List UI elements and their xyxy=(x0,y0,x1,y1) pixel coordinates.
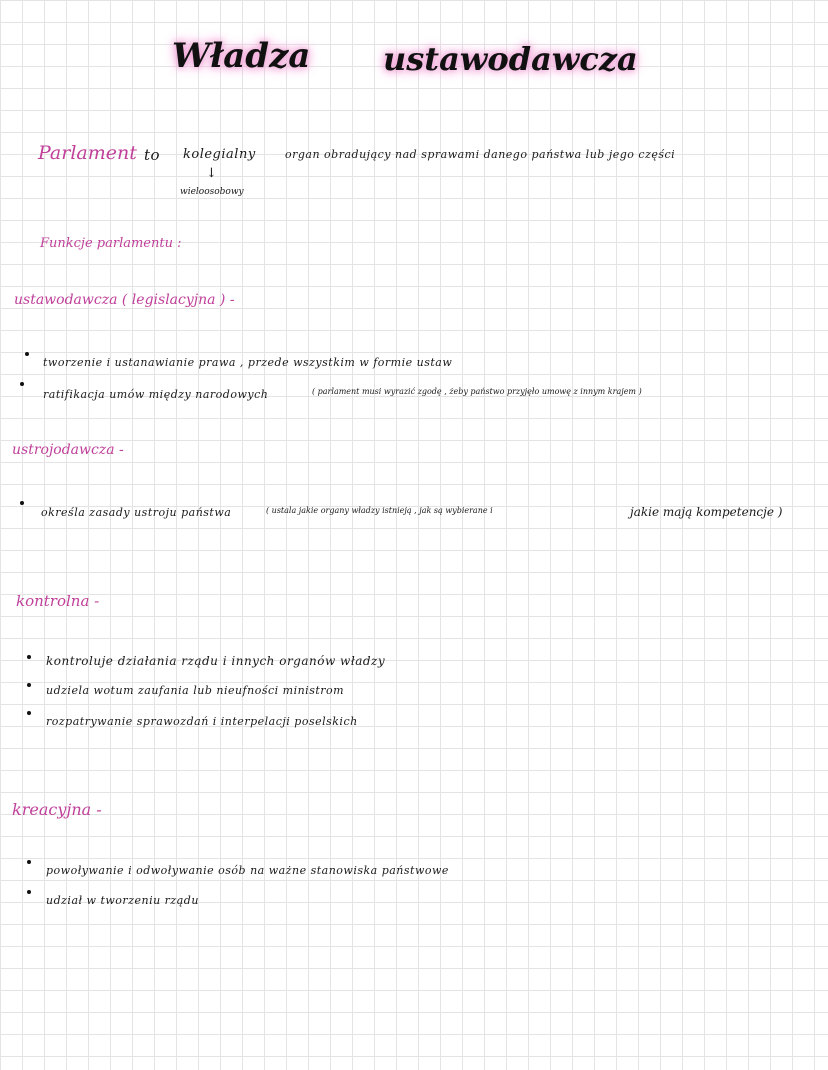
section-ustawodawcza-heading: ustawodawcza ( legislacyjna ) - xyxy=(14,292,235,308)
bullet-icon xyxy=(20,501,24,505)
title-word-ustawodawcza: ustawodawcza xyxy=(383,40,638,78)
functions-heading: Funkcje parlamentu : xyxy=(40,236,182,251)
kreacyjna-item-1: powoływanie i odwoływanie osób na ważne stanowiska państwowe xyxy=(46,864,449,877)
word-wieloosobowy: wieloosobowy xyxy=(180,187,244,197)
bullet-icon xyxy=(27,655,31,659)
word-to: to xyxy=(144,146,161,164)
down-arrow-icon: ↓ xyxy=(206,166,217,181)
ustrojodawcza-item-1b: ( ustala jakie organy władzy istnieją , jak są wybierane i xyxy=(266,506,493,515)
ustawodawcza-item-2b: ( parlament musi wyrazić zgodę , żeby państwo przyjęło umowę z innym krajem ) xyxy=(312,387,642,396)
bullet-icon xyxy=(27,890,31,894)
bullet-icon xyxy=(27,683,31,687)
kontrolna-item-1: kontroluje działania rządu i innych organów władzy xyxy=(46,654,386,668)
word-kolegialny: kolegialny xyxy=(183,147,256,162)
bullet-icon xyxy=(25,352,29,356)
kontrolna-item-3: rozpatrywanie sprawozdań i interpelacji poselskich xyxy=(46,715,358,728)
bullet-icon xyxy=(20,382,24,386)
section-ustrojodawcza-heading: ustrojodawcza - xyxy=(12,442,124,458)
bullet-icon xyxy=(27,860,31,864)
kontrolna-item-2: udziela wotum zaufania lub nieufności ministrom xyxy=(46,684,345,697)
bullet-icon xyxy=(27,711,31,715)
section-kreacyjna-heading: kreacyjna - xyxy=(12,800,102,819)
section-kontrolna-heading: kontrolna - xyxy=(16,592,100,610)
intro-rest: organ obradujący nad sprawami danego państwa lub jego części xyxy=(285,148,676,161)
ustrojodawcza-item-1c: jakie mają kompetencje ) xyxy=(630,505,783,519)
term-parlament: Parlament xyxy=(38,142,137,164)
ustawodawcza-item-1: tworzenie i ustanawianie prawa , przede wszystkim w formie ustaw xyxy=(43,356,453,369)
kreacyjna-item-2: udział w tworzeniu rządu xyxy=(46,894,199,907)
ustawodawcza-item-2a: ratifikacja umów między narodowych xyxy=(43,388,269,401)
ustrojodawcza-item-1a: określa zasady ustroju państwa xyxy=(41,506,232,519)
title-word-wladza: Władza xyxy=(172,36,311,76)
